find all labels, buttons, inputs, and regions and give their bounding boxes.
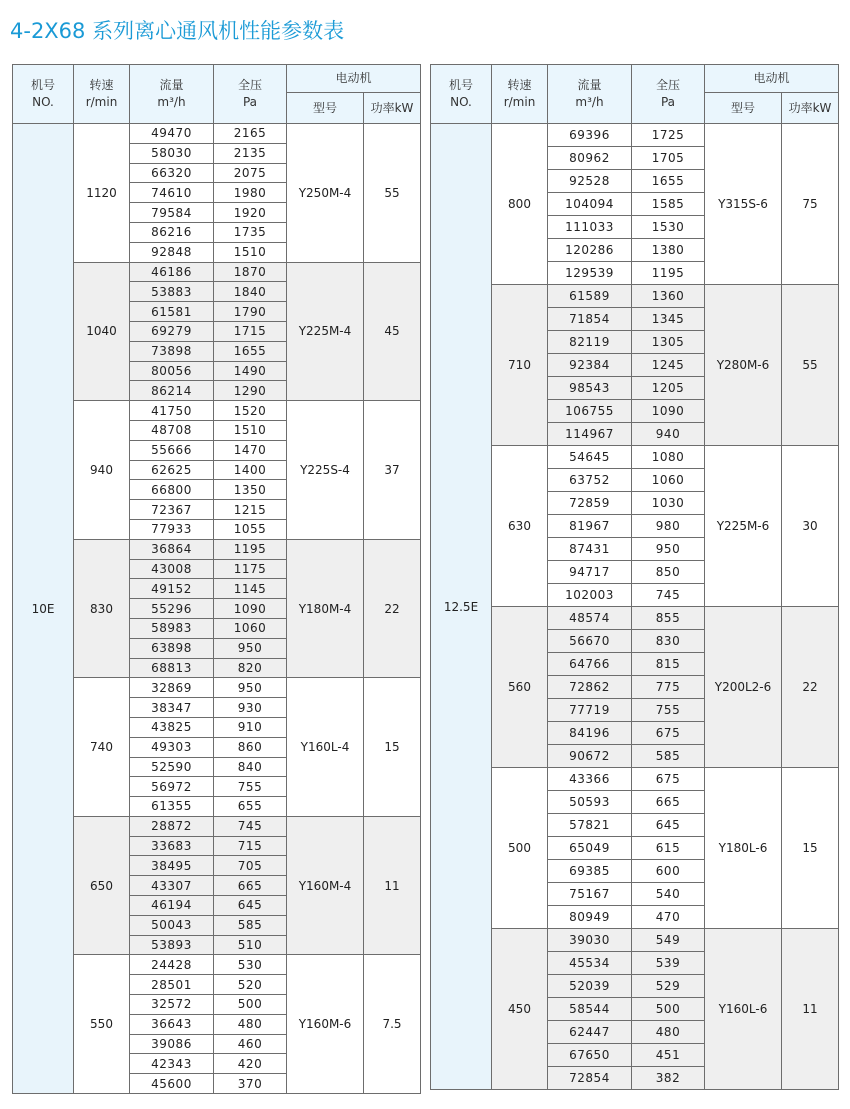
pressure-cell: 1305 [632,331,705,354]
table-row [431,929,839,952]
flow-cell: 120286 [548,239,632,262]
pressure-cell: 1195 [632,262,705,285]
flow-cell: 58030 [130,143,214,163]
flow-cell: 92528 [548,170,632,193]
flow-cell: 56670 [548,630,632,653]
flow-cell: 43307 [130,876,214,896]
speed-cell: 830 [74,539,130,678]
motor-type-cell: Y225M-4 [287,262,364,401]
pressure-cell: 950 [214,678,287,698]
pressure-cell: 480 [632,1021,705,1044]
table-row [431,607,839,630]
pressure-cell: 830 [632,630,705,653]
speed-cell: 1120 [74,124,130,263]
pressure-cell: 520 [214,975,287,995]
pressure-cell: 451 [632,1044,705,1067]
flow-cell: 69385 [548,860,632,883]
pressure-cell: 370 [214,1074,287,1094]
flow-cell: 45600 [130,1074,214,1094]
flow-cell: 50043 [130,915,214,935]
flow-cell: 52039 [548,975,632,998]
flow-cell: 114967 [548,423,632,446]
flow-cell: 72854 [548,1067,632,1090]
speed-cell: 550 [74,955,130,1094]
flow-cell: 69396 [548,124,632,147]
table-row [431,446,839,469]
motor-power-cell: 15 [782,768,839,929]
pressure-cell: 745 [214,816,287,836]
flow-cell: 111033 [548,216,632,239]
pressure-cell: 1345 [632,308,705,331]
motor-power-cell: 22 [782,607,839,768]
pressure-cell: 1840 [214,282,287,302]
flow-cell: 86216 [130,222,214,242]
motor-type-cell: Y160L-4 [287,678,364,817]
pressure-cell: 705 [214,856,287,876]
pressure-cell: 1350 [214,480,287,500]
flow-cell: 28872 [130,816,214,836]
pressure-cell: 645 [632,814,705,837]
pressure-cell: 855 [632,607,705,630]
motor-power-cell: 55 [364,124,421,263]
pressure-cell: 1360 [632,285,705,308]
motor-power-cell: 22 [364,539,421,678]
pressure-cell: 585 [214,915,287,935]
header-flow: 流量 m³/h [548,65,632,124]
flow-cell: 45534 [548,952,632,975]
pressure-cell: 510 [214,935,287,955]
speed-cell: 560 [492,607,548,768]
pressure-cell: 1510 [214,242,287,262]
pressure-cell: 1030 [632,492,705,515]
pressure-cell: 815 [632,653,705,676]
flow-cell: 80056 [130,361,214,381]
motor-type-cell: Y160L-6 [705,929,782,1090]
flow-cell: 41750 [130,401,214,421]
flow-cell: 61355 [130,797,214,817]
pressure-cell: 1055 [214,519,287,539]
pressure-cell: 940 [632,423,705,446]
pressure-cell: 1175 [214,559,287,579]
motor-type-cell: Y180L-6 [705,768,782,929]
pressure-cell: 675 [632,768,705,791]
pressure-cell: 420 [214,1054,287,1074]
pressure-cell: 1380 [632,239,705,262]
pressure-cell: 1060 [632,469,705,492]
flow-cell: 38347 [130,698,214,718]
flow-cell: 73898 [130,341,214,361]
pressure-cell: 665 [632,791,705,814]
flow-cell: 52590 [130,757,214,777]
motor-type-cell: Y200L2-6 [705,607,782,768]
flow-cell: 48708 [130,420,214,440]
flow-cell: 57821 [548,814,632,837]
pressure-cell: 1655 [632,170,705,193]
motor-type-cell: Y225S-4 [287,401,364,540]
pressure-cell: 1215 [214,500,287,520]
flow-cell: 63752 [548,469,632,492]
flow-cell: 84196 [548,722,632,745]
flow-cell: 43366 [548,768,632,791]
model-no-cell: 10E [13,124,74,1094]
pressure-cell: 460 [214,1034,287,1054]
speed-cell: 800 [492,124,548,285]
table-row [13,124,421,144]
motor-power-cell: 11 [782,929,839,1090]
pressure-cell: 2165 [214,124,287,144]
pressure-cell: 1585 [632,193,705,216]
pressure-cell: 840 [214,757,287,777]
flow-cell: 67650 [548,1044,632,1067]
motor-power-cell: 30 [782,446,839,607]
flow-cell: 61589 [548,285,632,308]
header-motor-power: 功率kW [364,93,421,124]
motor-type-cell: Y160M-6 [287,955,364,1094]
motor-power-cell: 15 [364,678,421,817]
flow-cell: 66320 [130,163,214,183]
pressure-cell: 1090 [214,599,287,619]
speed-cell: 630 [492,446,548,607]
flow-cell: 61581 [130,302,214,322]
pressure-cell: 500 [214,995,287,1015]
motor-type-cell: Y280M-6 [705,285,782,446]
pressure-cell: 645 [214,896,287,916]
header-flow: 流量 m³/h [130,65,214,124]
motor-type-cell: Y180M-4 [287,539,364,678]
header-model-no: 机号 NO. [13,65,74,124]
flow-cell: 79584 [130,203,214,223]
pressure-cell: 1060 [214,618,287,638]
speed-cell: 450 [492,929,548,1090]
pressure-cell: 655 [214,797,287,817]
pressure-cell: 1920 [214,203,287,223]
flow-cell: 69279 [130,321,214,341]
flow-cell: 43825 [130,717,214,737]
speed-cell: 650 [74,816,130,955]
flow-cell: 98543 [548,377,632,400]
pressure-cell: 539 [632,952,705,975]
flow-cell: 77933 [130,519,214,539]
header-motor-type: 型号 [287,93,364,124]
header-model-no: 机号 NO. [431,65,492,124]
pressure-cell: 549 [632,929,705,952]
flow-cell: 55296 [130,599,214,619]
fan-spec-table-12-5e [430,64,839,1090]
flow-cell: 58983 [130,618,214,638]
pressure-cell: 1530 [632,216,705,239]
pressure-cell: 1725 [632,124,705,147]
flow-cell: 81967 [548,515,632,538]
flow-cell: 86214 [130,381,214,401]
flow-cell: 38495 [130,856,214,876]
header-speed: 转速 r/min [492,65,548,124]
flow-cell: 36864 [130,539,214,559]
pressure-cell: 1245 [632,354,705,377]
pressure-cell: 585 [632,745,705,768]
flow-cell: 75167 [548,883,632,906]
flow-cell: 32572 [130,995,214,1015]
pressure-cell: 1205 [632,377,705,400]
header-speed: 转速 r/min [74,65,130,124]
flow-cell: 48574 [548,607,632,630]
flow-cell: 80949 [548,906,632,929]
speed-cell: 940 [74,401,130,540]
pressure-cell: 2075 [214,163,287,183]
pressure-cell: 860 [214,737,287,757]
speed-cell: 500 [492,768,548,929]
pressure-cell: 1655 [214,341,287,361]
table-row [431,285,839,308]
pressure-cell: 950 [632,538,705,561]
flow-cell: 87431 [548,538,632,561]
flow-cell: 36643 [130,1014,214,1034]
table-row [13,262,421,282]
pressure-cell: 470 [632,906,705,929]
pressure-cell: 1145 [214,579,287,599]
flow-cell: 104094 [548,193,632,216]
pressure-cell: 675 [632,722,705,745]
flow-cell: 77719 [548,699,632,722]
speed-cell: 710 [492,285,548,446]
flow-cell: 43008 [130,559,214,579]
pressure-cell: 530 [214,955,287,975]
pressure-cell: 665 [214,876,287,896]
flow-cell: 56972 [130,777,214,797]
motor-power-cell: 45 [364,262,421,401]
pressure-cell: 930 [214,698,287,718]
flow-cell: 42343 [130,1054,214,1074]
header-pressure: 全压 Pa [214,65,287,124]
table-row [431,768,839,791]
table-body-10e [13,124,421,1094]
pressure-cell: 1790 [214,302,287,322]
flow-cell: 72862 [548,676,632,699]
speed-cell: 740 [74,678,130,817]
flow-cell: 32869 [130,678,214,698]
flow-cell: 92384 [548,354,632,377]
pressure-cell: 755 [214,777,287,797]
motor-power-cell: 7.5 [364,955,421,1094]
pressure-cell: 775 [632,676,705,699]
flow-cell: 55666 [130,440,214,460]
pressure-cell: 540 [632,883,705,906]
pressure-cell: 1520 [214,401,287,421]
flow-cell: 106755 [548,400,632,423]
pressure-cell: 1195 [214,539,287,559]
flow-cell: 58544 [548,998,632,1021]
pressure-cell: 715 [214,836,287,856]
flow-cell: 63898 [130,638,214,658]
flow-cell: 129539 [548,262,632,285]
flow-cell: 82119 [548,331,632,354]
pressure-cell: 500 [632,998,705,1021]
pressure-cell: 1510 [214,420,287,440]
table-row [13,539,421,559]
pressure-cell: 1490 [214,361,287,381]
fan-spec-table-10e [12,64,421,1094]
header-motor-power: 功率kW [782,93,839,124]
flow-cell: 49303 [130,737,214,757]
flow-cell: 39086 [130,1034,214,1054]
pressure-cell: 1290 [214,381,287,401]
pressure-cell: 382 [632,1067,705,1090]
pressure-cell: 1715 [214,321,287,341]
table-row [13,955,421,975]
pressure-cell: 1870 [214,262,287,282]
table-body-12-5e [431,124,839,1090]
flow-cell: 50593 [548,791,632,814]
pressure-cell: 745 [632,584,705,607]
flow-cell: 74610 [130,183,214,203]
flow-cell: 62447 [548,1021,632,1044]
table-row [13,678,421,698]
flow-cell: 68813 [130,658,214,678]
motor-type-cell: Y250M-4 [287,124,364,263]
flow-cell: 65049 [548,837,632,860]
flow-cell: 39030 [548,929,632,952]
flow-cell: 24428 [130,955,214,975]
motor-power-cell: 55 [782,285,839,446]
flow-cell: 33683 [130,836,214,856]
flow-cell: 94717 [548,561,632,584]
pressure-cell: 615 [632,837,705,860]
flow-cell: 53883 [130,282,214,302]
motor-type-cell: Y160M-4 [287,816,364,955]
header-motor: 电动机 [705,65,839,93]
speed-cell: 1040 [74,262,130,401]
table-row [13,816,421,836]
flow-cell: 71854 [548,308,632,331]
pressure-cell: 1080 [632,446,705,469]
pressure-cell: 755 [632,699,705,722]
pressure-cell: 910 [214,717,287,737]
flow-cell: 54645 [548,446,632,469]
model-no-cell: 12.5E [431,124,492,1090]
pressure-cell: 529 [632,975,705,998]
flow-cell: 49470 [130,124,214,144]
pressure-cell: 1400 [214,460,287,480]
page-title: 4-2X68 系列离心通风机性能参数表 [10,19,345,43]
pressure-cell: 980 [632,515,705,538]
flow-cell: 64766 [548,653,632,676]
flow-cell: 102003 [548,584,632,607]
flow-cell: 66800 [130,480,214,500]
motor-power-cell: 11 [364,816,421,955]
pressure-cell: 1470 [214,440,287,460]
flow-cell: 46186 [130,262,214,282]
flow-cell: 46194 [130,896,214,916]
pressure-cell: 1980 [214,183,287,203]
header-pressure: 全压 Pa [632,65,705,124]
pressure-cell: 850 [632,561,705,584]
pressure-cell: 480 [214,1014,287,1034]
flow-cell: 90672 [548,745,632,768]
table-row [13,401,421,421]
pressure-cell: 1090 [632,400,705,423]
flow-cell: 53893 [130,935,214,955]
pressure-cell: 820 [214,658,287,678]
motor-type-cell: Y315S-6 [705,124,782,285]
motor-type-cell: Y225M-6 [705,446,782,607]
motor-power-cell: 37 [364,401,421,540]
flow-cell: 49152 [130,579,214,599]
pressure-cell: 950 [214,638,287,658]
flow-cell: 80962 [548,147,632,170]
pressure-cell: 1735 [214,222,287,242]
flow-cell: 72367 [130,500,214,520]
header-motor: 电动机 [287,65,421,93]
motor-power-cell: 75 [782,124,839,285]
pressure-cell: 1705 [632,147,705,170]
table-row [431,124,839,147]
flow-cell: 28501 [130,975,214,995]
flow-cell: 62625 [130,460,214,480]
header-motor-type: 型号 [705,93,782,124]
pressure-cell: 2135 [214,143,287,163]
flow-cell: 92848 [130,242,214,262]
flow-cell: 72859 [548,492,632,515]
pressure-cell: 600 [632,860,705,883]
